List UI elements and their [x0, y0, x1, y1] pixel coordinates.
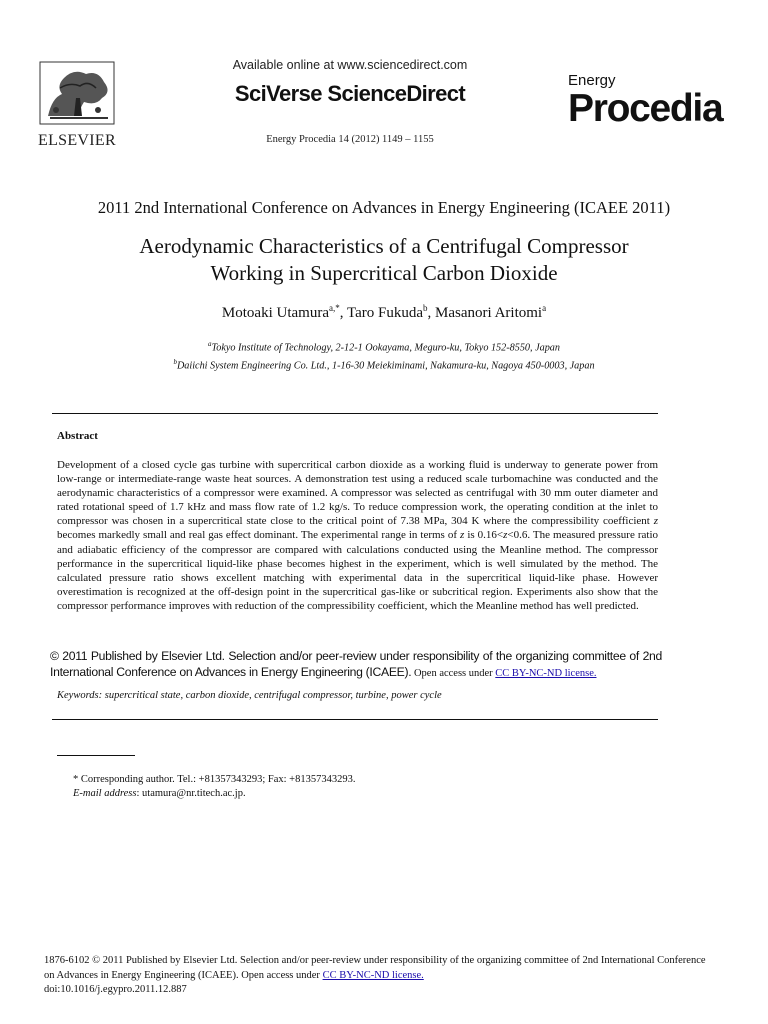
variable-z: z: [503, 529, 508, 542]
abstract-text: becomes markedly small and real gas effect dominant. The experimental range in terms of: [57, 529, 461, 542]
keywords: Keywords: supercritical state, carbon dioxide, centrifugal compressor, turbine, power cycle: [57, 690, 442, 701]
elsevier-tree-icon: [22, 58, 132, 132]
abstract-body: [57, 458, 658, 613]
affiliation-line: [0, 355, 768, 373]
variable-z: z: [653, 515, 658, 528]
paper-title: [0, 233, 768, 287]
doi[interactable]: doi:10.1016/j.egypro.2011.12.887: [44, 984, 187, 995]
author-separator: ,: [339, 305, 347, 321]
author-name: Taro Fukuda: [346, 305, 423, 321]
footnote-rule: [57, 755, 135, 756]
author-name: Motoaki Utamura: [221, 305, 329, 321]
abstract-text: Development of a closed cycle gas turbine with supercritical carbon dioxide as a working fluid is underway to generate power from low-range or intermediate-range waste heat sources. A demonstration test using a reduced scale turbomachine was conducted and the aerodynamic characteristics of a compressor were examined. A compressor was selected as centrifugal with 30 mm outer diameter and rated rotational speed of 1.7 kHz and mass flow rate of 1.2 kg/s. To reduce compression work, the operating condition at the inlet to compressor was chosen in a supercritical state close to the critical point of 7.38 MPa, 304 K where the compressibility coefficient: [57, 459, 658, 528]
affiliation-mark: a: [208, 340, 212, 348]
abstract-text: is 0.16<: [464, 529, 504, 542]
email-address[interactable]: : utamura@nr.titech.ac.jp.: [136, 788, 246, 799]
journal-brand-procedia: Procedia: [568, 87, 723, 130]
affiliation-text: Tokyo Institute of Technology, 2-12-1 Ookayama, Meguro-ku, Tokyo 152-8550, Japan: [211, 342, 560, 354]
conference-name: 2011 2nd International Conference on Advances in Energy Engineering (ICAEE 2011): [97, 198, 671, 217]
author-name: Masanori Aritomi: [435, 305, 543, 321]
sciverse-sciencedirect-logo: SciVerse ScienceDirect: [234, 81, 466, 106]
affiliation-text: Daiichi System Engineering Co. Ltd., 1-16-30 Meiekiminami, Nakamura-ku, Nagoya 450-0003, Japan: [176, 360, 595, 372]
journal-reference: Energy Procedia 14 (2012) 1149 – 1155: [266, 134, 434, 145]
corresponding-author-note: * Corresponding author. Tel.: +81357343293; Fax: +81357343293.: [73, 774, 356, 785]
journal-brand-energy: Energy: [568, 72, 616, 89]
license-link[interactable]: CC BY-NC-ND license.: [322, 969, 424, 981]
email-note: [73, 788, 246, 799]
abstract-heading: Abstract: [57, 430, 98, 442]
page-footer: [44, 954, 712, 998]
affiliation-mark: b: [173, 358, 177, 367]
copyright-text: © 2011 Published by Elsevier Ltd. Selection and/or peer-review under responsibility of the organizing committee of 2nd International Conference on Advances in Energy Engineering (ICAEE).: [50, 649, 662, 679]
author-affiliation-mark: a,*: [328, 303, 340, 313]
affiliations: [0, 337, 768, 374]
author-separator: ,: [427, 305, 435, 321]
elsevier-wordmark: ELSEVIER: [38, 132, 116, 149]
author-affiliation-mark: b: [423, 303, 428, 313]
elsevier-logo: [22, 58, 132, 154]
open-access-text: Open access under: [411, 668, 496, 679]
author-affiliation-mark: a: [542, 303, 547, 313]
variable-z: z: [460, 529, 465, 542]
paper-title-line: Aerodynamic Characteristics of a Centrifugal Compressor: [139, 234, 629, 258]
issn-text: 1876-6102 © 2011 Published by Elsevier Ltd. Selection and/or peer-review under responsibility of the organizing committee of 2nd International Conference on Advances in Energy Engineering (ICAEE). Open access under: [44, 955, 706, 981]
available-online-text[interactable]: Available online at www.sciencedirect.com: [232, 58, 468, 72]
divider-top: [52, 413, 658, 414]
affiliation-line: [0, 337, 768, 355]
divider-bottom: [52, 719, 658, 720]
email-label: E-mail address: [73, 788, 137, 799]
author-list: [0, 303, 768, 322]
copyright-statement: [50, 648, 662, 682]
license-link[interactable]: CC BY-NC-ND license.: [495, 668, 597, 679]
abstract-text: <0.6. The measured pressure ratio and adiabatic efficiency of the compressor are compared with calculations conducted using the Meanline method. The compressor performance in the supercritical liquid-like phase becomes highest in the experiment, which is well simulated by the method. The calculated pressure ratio shows excellent matching with experimental data in the supercritical liquid-like phase. However overestimation is recognized at the off-design point in the supercritical gas-like or subcritical region. Experiments also show that the compressor performance improves with reduction of the compressibility coefficient, which the Meanline method has well predicted.: [57, 529, 658, 612]
paper-title-line: Working in Supercritical Carbon Dioxide: [210, 261, 558, 285]
issn-statement: [44, 954, 712, 983]
